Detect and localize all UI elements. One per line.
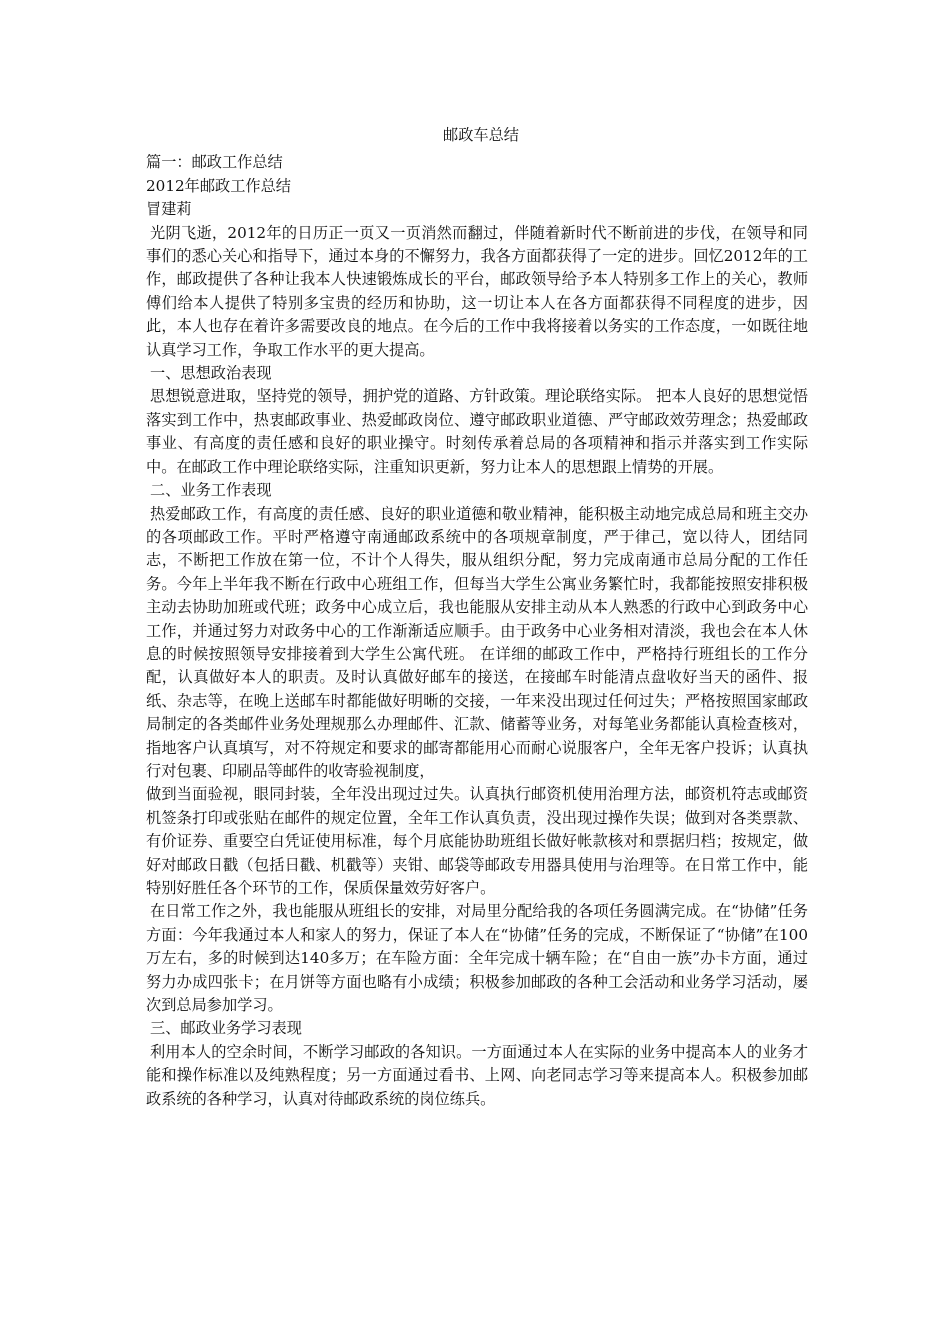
paragraph-business: 热爱邮政工作，有高度的责任感、良好的职业道德和敬业精神，能积极主动地完成总局和班主交办的各项邮政工作。平时严格遵守南通邮政系统中的各项规章制度，严于律己，宽以待人，团结同志，不断把工作放在第一位，不计个人得失，服从组织分配，努力完成南通市总局分配的工作任务。今年上半年我不断在行政中心班组工作，但每当大学生公寓业务繁忙时，我都能按照安排积极主动去协助加班或代班；政务中心成立后，我也能服从安排主动从本人熟悉的行政中心到政务中心工作，并通过努力对政务中心的工作渐渐适应顺手。由于政务中心业务相对清淡，我也会在本人休息的时候按照领导安排接着到大学生公寓代班。 在详细的邮政工作中，严格持行班组长的工作分配，认真做好本人的职责。及时认真做好邮车的接送，在接邮车时能清点盘收好当天的函件、报纸、杂志等，在晚上送邮车时都能做好明晰的交接，一年来没出现过任何过失；严格按照国家邮政局制定的各类邮件业务处理规那么办理邮件、汇款、储蓄等业务，对每笔业务都能认真检查核对，指地客户认真填写，对不符规定和要求的邮寄都能用心而耐心说服客户，全年无客户投诉；认真执行对包裹、印刷品等邮件的收寄验视制度， xyxy=(146,504,808,780)
document-page xyxy=(146,124,808,1111)
section-heading-political: 一、思想政治表现 xyxy=(150,364,272,383)
section-heading-learning: 三、邮政业务学习表现 xyxy=(150,1019,302,1038)
paragraph-extra-tasks: 在日常工作之外，我也能服从班组长的安排，对局里分配给我的各项任务圆满完成。在“协储”任务方面：今年我通过本人和家人的努力，保证了本人在“协储”任务的完成，不断保证了“协储”在100万左右，多的时候到达140多万；在车险方面：全年完成十辆车险；在“自由一族”办卡方面，通过努力办成四张卡；在月饼等方面也略有小成绩；积极参加邮政的各种工会活动和业务学习活动，屡次到总局参加学习。 xyxy=(146,902,808,1015)
document-title: 邮政车总结 xyxy=(443,126,519,144)
section-heading-business: 二、业务工作表现 xyxy=(150,481,272,500)
paragraph-business-continued: 做到当面验视，眼同封装，全年没出现过过失。认真执行邮资机使用治理方法，邮资机符志或邮资机签条打印或张贴在邮件的规定位置，全年工作认真负责，没出现过操作失误；做到对各类票款、有价证券、重要空白凭证使用标准，每个月底能协助班组长做好帐款核对和票据归档；按规定，做好对邮政日戳（包括日戳、机戳等）夹钳、邮袋等邮政专用器具使用与治理等。在日常工作中，能特别好胜任各个环节的工作，保质保量效劳好客户。 xyxy=(146,785,808,897)
paragraph-learning: 利用本人的空余时间，不断学习邮政的各知识。一方面通过本人在实际的业务中提高本人的业务才能和操作标准以及纯熟程度；另一方面通过看书、上网、向老同志学习等来提高本人。积极参加邮政系统的各种学习，认真对待邮政系统的岗位练兵。 xyxy=(146,1042,808,1108)
subtitle-chapter: 篇一：邮政工作总结 xyxy=(146,153,283,172)
subtitle-year-summary: 2012年邮政工作总结 xyxy=(146,176,291,195)
paragraph-political: 思想锐意进取，坚持党的领导，拥护党的道路、方针政策。理论联络实际。 把本人良好的思想觉悟落实到工作中，热衷邮政事业、热爱邮政岗位、遵守邮政职业道德、严守邮政效劳理念；热爱邮政事业、有高度的责任感和良好的职业操守。时刻传承着总局的各项精神和指示并落实到工作实际中。在邮政工作中理论联络实际，注重知识更新，努力让本人的思想跟上情势的开展。 xyxy=(146,387,808,476)
author-name: 冒建莉 xyxy=(146,200,192,219)
paragraph-intro: 光阴飞逝，2012年的日历正一页又一页消然而翻过，伴随着新时代不断前进的步伐，在领导和同事们的悉心关心和指导下，通过本身的不懈努力，我各方面都获得了一定的进步。回忆2012年的工作，邮政提供了各种让我本人快速锻炼成长的平台，邮政领导给予本人特别多工作上的关心，教师傅们给本人提供了特别多宝贵的经历和协助，这一切让本人在各方面都获得不同程度的进步，因此，本人也存在着许多需要改良的地点。在今后的工作中我将接着以务实的工作态度，一如既往地认真学习工作，争取工作水平的更大提高。 xyxy=(146,223,808,359)
